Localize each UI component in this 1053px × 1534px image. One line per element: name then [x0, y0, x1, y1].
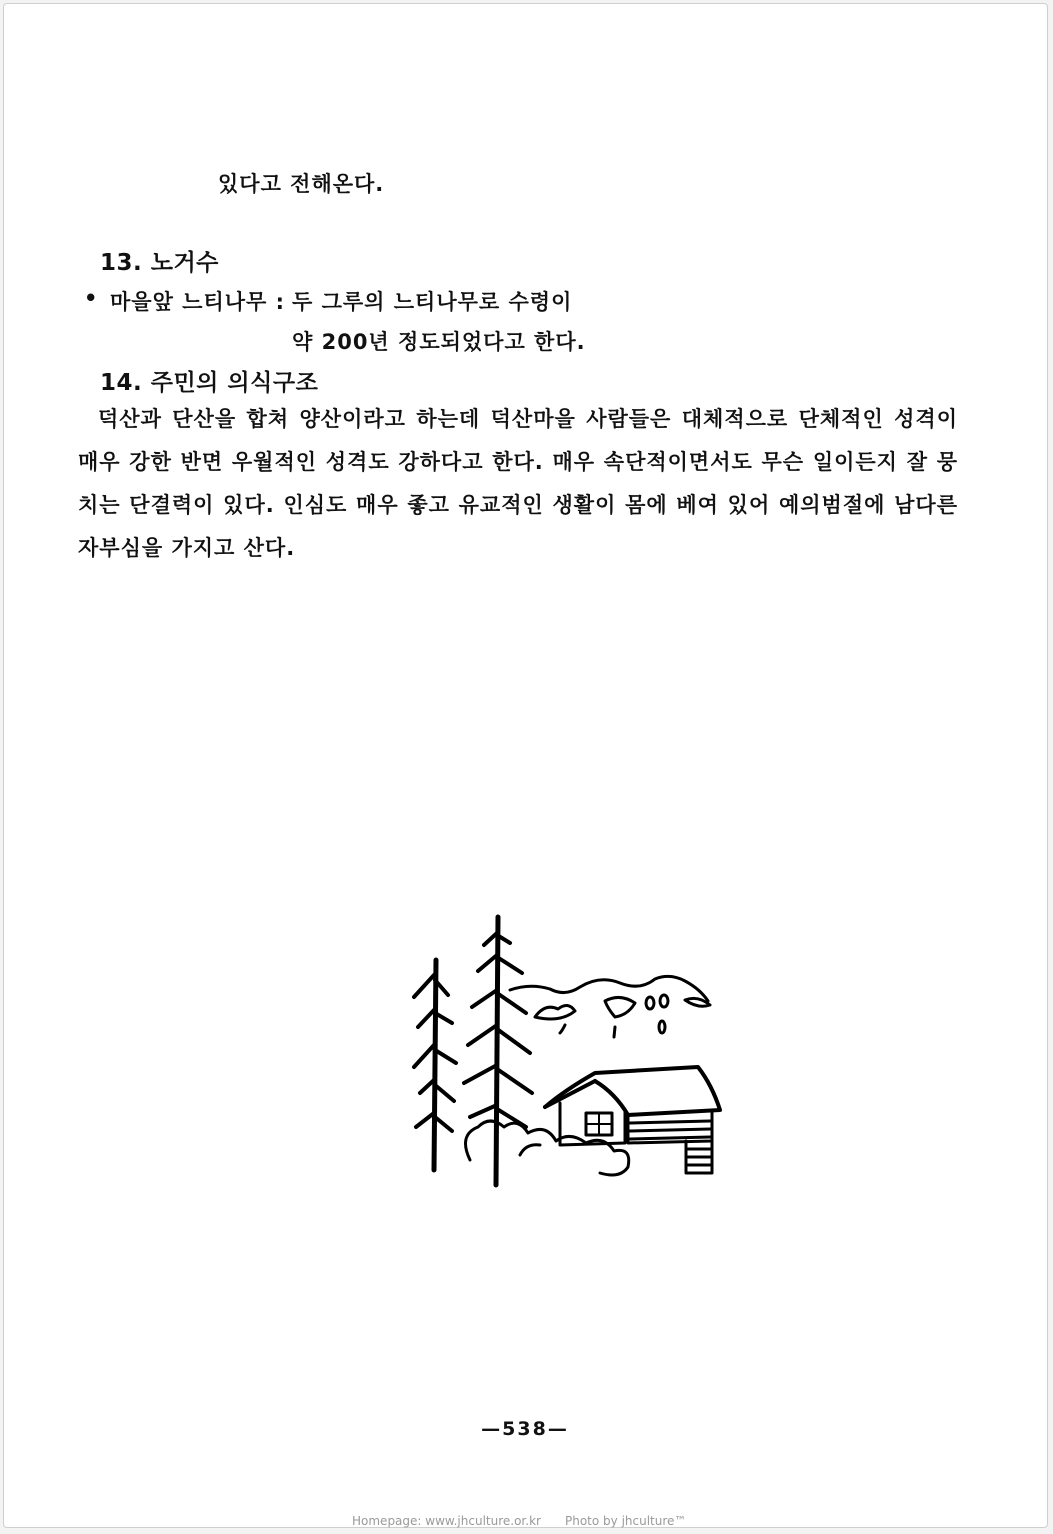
landscape-illustration: [400, 905, 730, 1195]
bullet-marker: •: [84, 286, 99, 310]
tree-description-line1: 두 그루의 느티나무로 수령이: [292, 290, 573, 314]
document-page: [3, 3, 1048, 1528]
body-paragraph: 덕산과 단산을 합쳐 양산이라고 하는데 덕산마을 사람들은 대체적으로 단체적인 성격이 매우 강한 반면 우월적인 성격도 강하다고 한다. 매우 속단적이면서도 무슨 일이든지 잘 뭉치는 단결력이 있다. 인심도 매우 좋고 유교적인 생활이 몸에 베여 있어 예의범절에 남다른 자부심을 가지고 산다.: [78, 407, 958, 560]
footer-homepage: Homepage: www.jhculture.or.kr: [352, 1514, 541, 1528]
text-line-continuation: 있다고 전해온다.: [218, 172, 385, 196]
section-heading-14: 14. 주민의 의식구조: [100, 370, 319, 396]
tree-description-line2: 약 200년 정도되었다고 한다.: [292, 330, 586, 354]
page-number: —538—: [481, 1418, 569, 1440]
footer-photo-credit: Photo by jhculture™: [565, 1514, 687, 1528]
section-heading-13: 13. 노거수: [100, 250, 219, 276]
tree-label: 마을앞 느티나무 :: [110, 290, 286, 314]
